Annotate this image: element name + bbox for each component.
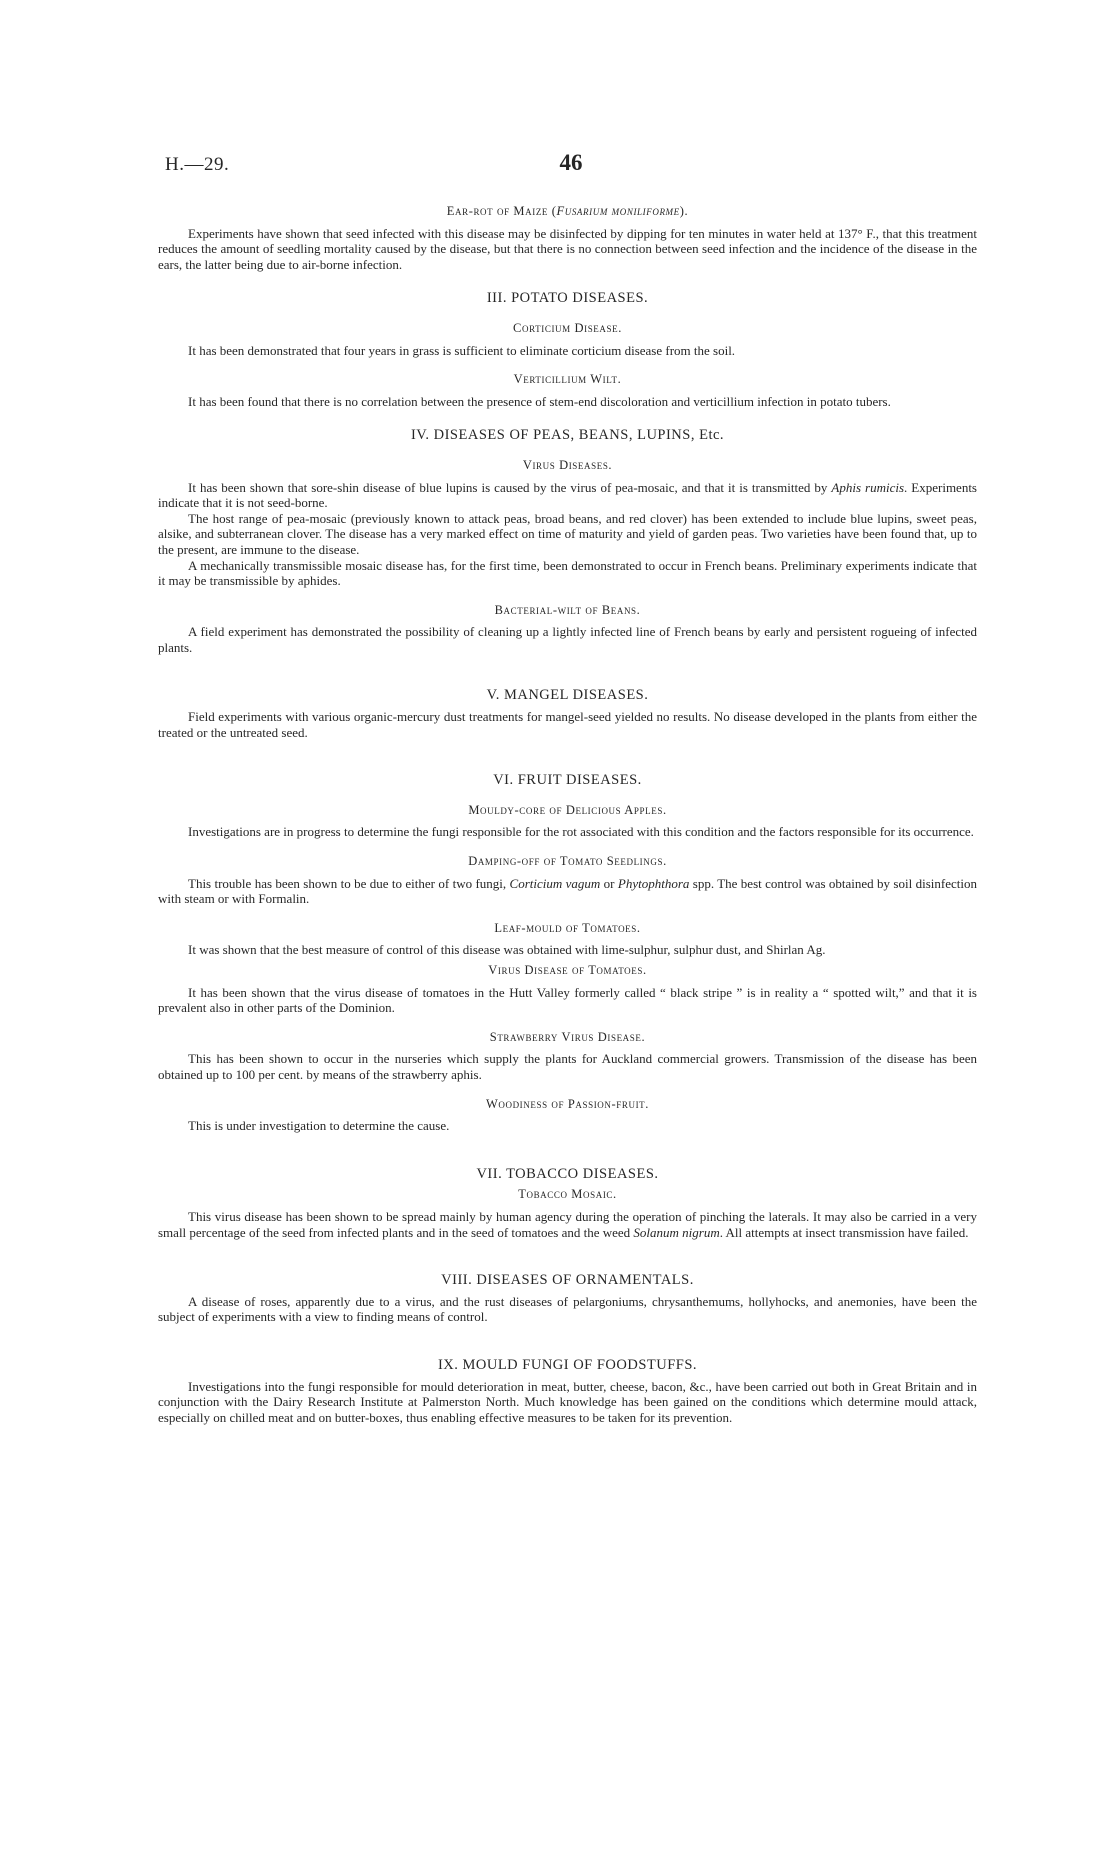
text-run: Tobacco Mosaic. <box>518 1187 617 1202</box>
text-run: or <box>600 875 618 891</box>
text-run: This is under investigation to determine the cause. <box>188 1118 450 1134</box>
page-header <box>165 150 977 180</box>
text-run: A field experiment has demonstrated the possibility of cleaning up a lightly infected line of French beans by early and persistent rogueing of infected plants. <box>158 624 977 655</box>
document-body <box>158 204 977 1425</box>
section-heading <box>158 428 977 444</box>
italic-text: Solanum nigrum <box>633 1224 720 1240</box>
text-run: VI. FRUIT DISEASES. <box>493 772 642 789</box>
subsection-heading <box>158 603 977 619</box>
text-run: The host range of pea-mosaic (previously known to attack peas, broad beans, and red clover) has been extended to include blue lupins, sweet peas, alsike, and subterranean clover. The disease has a very marked effect on time of maturity and yield of garden peas. Two varieties have been found that, up to the present, are immune to the disease. <box>158 510 977 557</box>
text-run: This has been shown to occur in the nurseries which supply the plants for Auckland commercial growers. Transmission of the disease has been obtained up to 100 per cent. by means of the strawberry aphis. <box>158 1051 977 1082</box>
paragraph <box>158 343 977 359</box>
paragraph <box>158 985 977 1016</box>
text-run: Damping-off of Tomato Seedlings. <box>468 854 667 869</box>
paragraph <box>158 1051 977 1082</box>
report-reference: H.—29. <box>165 154 230 175</box>
text-run: Ear-rot of Maize ( <box>446 204 557 218</box>
text-run: IV. DISEASES OF PEAS, BEANS, LUPINS, Etc. <box>410 427 725 444</box>
text-run: V. MANGEL DISEASES. <box>486 687 649 704</box>
text-run: This trouble has been shown to be due to either of two fungi, <box>188 875 510 891</box>
paragraph <box>158 624 977 655</box>
subsection-heading <box>158 458 977 474</box>
text-run: . Experiments indicate that it is not seed-borne. <box>158 479 977 511</box>
text-run: It has been found that there is no correlation between the presence of stem-end discoloration and verticillium infection in potato tubers. <box>188 393 891 409</box>
paragraph <box>158 394 977 410</box>
section-heading <box>158 1273 977 1289</box>
italic-text: Phytophthora <box>617 875 690 891</box>
section-heading <box>158 1167 977 1183</box>
paragraph <box>158 942 977 958</box>
text-run: Mouldy-core of Delicious Apples. <box>468 802 667 817</box>
text-run: VIII. DISEASES OF ORNAMENTALS. <box>441 1272 694 1289</box>
subsection-heading <box>158 1187 977 1203</box>
paragraph <box>158 511 977 558</box>
paragraph <box>158 1209 977 1240</box>
text-run: Leaf-mould of Tomatoes. <box>494 920 641 935</box>
text-run: This virus disease has been shown to be spread mainly by human agency during the operation of pinching the laterals. It may also be carried in a very small percentage of the seed from infected plants and in the seed of tomatoes and the weed <box>158 1208 977 1240</box>
subsection-heading <box>158 1097 977 1113</box>
text-run: Strawberry Virus Disease. <box>489 1029 646 1044</box>
subsection-heading <box>158 963 977 979</box>
text-run: Field experiments with various organic-mercury dust treatments for mangel-seed yielded no results. No disease developed in the plants from either the treated or the untreated seed. <box>158 709 977 740</box>
text-run: III. POTATO DISEASES. <box>486 290 649 307</box>
text-run: Investigations are in progress to determine the fungi responsible for the rot associated with this condition and the factors responsible for its occurrence. <box>188 824 974 840</box>
spacer <box>158 1134 977 1148</box>
spacer <box>158 1240 977 1254</box>
spacer <box>158 655 977 669</box>
subsection-heading <box>158 854 977 870</box>
subsection-heading <box>158 1030 977 1046</box>
paragraph <box>158 1118 977 1134</box>
subsection-heading <box>158 204 977 220</box>
paragraph <box>158 480 977 511</box>
paragraph <box>158 824 977 840</box>
text-run: Corticium Disease. <box>513 320 622 335</box>
text-run: . All attempts at insect transmission have failed. <box>719 1224 969 1240</box>
section-heading <box>158 688 977 704</box>
paragraph <box>158 709 977 740</box>
subsection-heading <box>158 921 977 937</box>
paragraph <box>158 1294 977 1325</box>
subsection-heading <box>158 803 977 819</box>
text-run: Virus Diseases. <box>522 457 613 472</box>
paragraph <box>158 876 977 907</box>
text-run: Woodiness of Passion-fruit. <box>485 1096 649 1111</box>
paragraph <box>158 558 977 589</box>
italic-text: Aphis rumicis <box>831 479 905 495</box>
text-run: spp. The best control was obtained by soil disinfection with steam or with Formalin. <box>158 875 977 907</box>
text-run: Investigations into the fungi responsible for mould deterioration in meat, butter, cheese, bacon, &c., have been carried out both in Great Britain and in conjunction with the Dairy Research Institute at Palmerston North. Much knowledge has been gained on the conditions which determine mould attack, especially on chilled meat and on butter-boxes, thus enabling effective measures to be taken for its prevention. <box>158 1378 977 1425</box>
page-number: 46 <box>559 150 583 175</box>
italic-text: Corticium vagum <box>509 875 601 891</box>
subsection-heading <box>158 321 977 337</box>
text-run: Virus Disease of Tomatoes. <box>488 963 647 977</box>
text-run: Bacterial-wilt of Beans. <box>494 602 641 617</box>
text-run: It has been demonstrated that four years in grass is sufficient to eliminate corticium disease from the soil. <box>188 342 736 358</box>
paragraph <box>158 226 977 273</box>
text-run: It was shown that the best measure of control of this disease was obtained with lime-sulphur, sulphur dust, and Shirlan Ag. <box>188 942 826 958</box>
section-heading <box>158 1358 977 1374</box>
spacer <box>158 1325 977 1339</box>
paragraph <box>158 1379 977 1426</box>
text-run: It has been shown that the virus disease of tomatoes in the Hutt Valley formerly called “ black stripe ” is in reality a “ spotted wilt,” and that it is prevalent also in other parts of the Dominion. <box>158 984 977 1016</box>
text-run: A mechanically transmissible mosaic disease has, for the first time, been demonstrated to occur in French beans. Preliminary experiments indicate that it may be transmissible by aphides. <box>158 557 977 589</box>
text-run: VII. TOBACCO DISEASES. <box>476 1165 659 1182</box>
text-run: Experiments have shown that seed infected with this disease may be disinfected by dipping for ten minutes in water held at 137° F., that this treatment reduces the amount of seedling mortality caused by the disease, but that there is no connection between seed infection and the incidence of the disease in the ears, the latter being due to air-borne infection. <box>158 225 977 272</box>
text-run: Verticillium Wilt. <box>513 372 622 387</box>
italic-text: Fusarium moniliforme <box>556 204 680 218</box>
spacer <box>158 740 977 754</box>
section-heading <box>158 291 977 307</box>
section-heading <box>158 773 977 789</box>
text-run: A disease of roses, apparently due to a virus, and the rust diseases of pelargoniums, chrysanthemums, hollyhocks, and anemonies, have been the subject of experiments with a view to finding means of control. <box>158 1293 977 1325</box>
text-run: IX. MOULD FUNGI OF FOODSTUFFS. <box>437 1356 698 1373</box>
text-run: ). <box>679 204 689 218</box>
subsection-heading <box>158 372 977 388</box>
text-run: It has been shown that sore-shin disease of blue lupins is caused by the virus of pea-mosaic, and that it is transmitted by <box>188 479 832 495</box>
